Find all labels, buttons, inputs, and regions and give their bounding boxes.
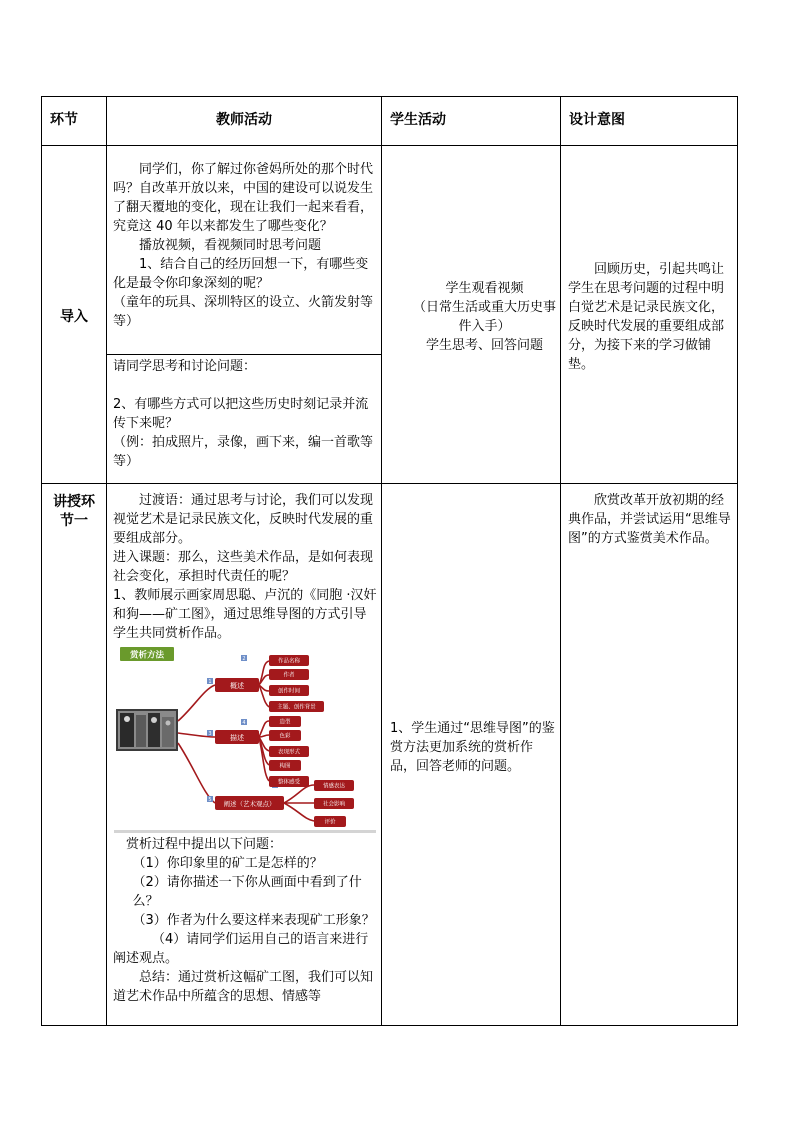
leaf-shape: 造型 xyxy=(279,719,291,726)
questions-intro: 赏析过程中提出以下问题： xyxy=(126,837,283,852)
section-label-teaching-1: 讲授环节一 xyxy=(53,494,95,529)
intro-question-1: 1、结合自己的经历回想一下，有哪些变化是最令你印象深刻的呢？ xyxy=(113,257,369,291)
discussion-prompt: 请同学思考和讨论问题： xyxy=(113,359,257,374)
branch-label-describe: 描述 xyxy=(230,734,244,742)
design-intent-intro-text: 回顾历史，引起共鸣让学生在思考问题的过程中明白觉艺术是记录民族文化，反映时代发展的重要组成部分，为接下来的学习做铺垫。 xyxy=(568,262,725,372)
table-col-sep-1 xyxy=(106,96,107,1026)
mind-map-title: 赏析方法 xyxy=(129,650,165,661)
table-border-right xyxy=(737,96,738,1026)
header-teacher-activity: 教师活动 xyxy=(216,112,272,128)
design-intent-teaching-1 xyxy=(568,491,734,548)
mind-map-bottom-rule xyxy=(114,830,376,833)
leaf-work-name: 作品名称 xyxy=(277,658,301,665)
student-activity-intro xyxy=(412,279,557,355)
badge-5-text: 5 xyxy=(208,797,212,803)
table-border-top xyxy=(41,96,738,97)
question-1: （1）你印象里的矿工是怎样的？ xyxy=(132,856,323,871)
discussion-question-2-examples: （例：拍成照片，录像，画下来，编一首歌等等） xyxy=(113,435,374,469)
section-label-intro: 导入 xyxy=(60,309,88,325)
discussion-question-2: 2、有哪些方式可以把这些历史时刻记录并流传下来呢？ xyxy=(113,397,369,431)
artwork-thumbnail xyxy=(116,709,178,751)
table-border-header-bottom xyxy=(41,145,738,146)
student-watch-note: （日常生活或重大历史事件入手） xyxy=(412,300,556,334)
badge-4-text: 4 xyxy=(242,720,246,726)
table-border-left xyxy=(41,96,42,1026)
intro-question-1-examples: （童年的玩具、深圳特区的设立、火箭发射等等） xyxy=(113,295,374,329)
header-section: 环节 xyxy=(50,112,78,128)
transition-text: 过渡语：通过思考与讨论，我们可以发现视觉艺术是记录民族文化，反映时代发展的重要组成部分。 xyxy=(113,493,374,546)
mind-map-figure xyxy=(114,645,376,833)
question-3: （3）作者为什么要这样来表现矿工形象？ xyxy=(132,913,375,928)
branch-label-elaborate: 阐述（艺术观点） xyxy=(223,800,276,808)
leaf-theme-background: 主题、创作背景 xyxy=(277,704,316,711)
design-intent-intro xyxy=(568,260,734,374)
branch-label-overview: 概述 xyxy=(230,682,244,690)
badge-1-text: 1 xyxy=(208,679,212,685)
table-border-row1-bottom xyxy=(41,483,738,484)
leaf-creation-time: 创作时间 xyxy=(277,688,301,695)
student-activity-teaching-1 xyxy=(390,719,556,776)
table-border-bottom xyxy=(41,1025,738,1026)
leaf-social-impact: 社会影响 xyxy=(322,801,346,808)
student-mindmap-text: 1、学生通过“思维导图”的鉴赏方法更加系统的赏析作品，回答老师的问题。 xyxy=(390,721,555,774)
question-4: （4）请同学们运用自己的语言来进行阐述观点。 xyxy=(113,932,369,966)
topic-introduction: 进入课题：那么，这些美术作品，是如何表现社会变化，承担时代责任的呢？ xyxy=(113,550,374,584)
leaf-color: 色彩 xyxy=(279,733,291,740)
teacher-cell-divider xyxy=(106,354,382,355)
teacher-activity-teaching-bottom xyxy=(113,835,377,1006)
leaf-composition: 构图 xyxy=(279,763,291,770)
leaf-emotion: 情感表达 xyxy=(322,783,346,790)
table-col-sep-2 xyxy=(381,96,382,1026)
badge-3-text: 3 xyxy=(208,731,212,737)
header-design-intent: 设计意图 xyxy=(569,112,625,128)
student-watch-video: 学生观看视频 xyxy=(445,281,524,296)
design-intent-teaching-1-text: 欣赏改革开放初期的经典作品，并尝试运用“思维导图”的方式鉴赏美术作品。 xyxy=(568,493,731,546)
leaf-form: 表现形式 xyxy=(277,749,301,756)
teacher-activity-intro xyxy=(113,160,377,331)
badge-2-text: 2 xyxy=(242,656,246,662)
teacher-activity-discussion xyxy=(113,357,377,471)
artwork-presentation: 1、教师展示画家周思聪、卢沉的《同胞 ·汉奸和狗——矿工图》，通过思维导图的方式引导学生共同赏析作品。 xyxy=(113,588,377,641)
intro-paragraph: 同学们，你了解过你爸妈所处的那个时代吗？自改革开放以来，中国的建设可以说发生了翻天覆地的变化，现在让我们一起来看看，究竟这 40 年以来都发生了哪些变化？ xyxy=(113,162,374,234)
table-col-sep-3 xyxy=(560,96,561,1026)
teacher-activity-teaching-top xyxy=(113,491,377,643)
leaf-author: 作者 xyxy=(283,672,295,679)
leaf-evaluation: 评价 xyxy=(324,819,336,826)
summary-text: 总结：通过赏析这幅矿工图，我们可以知道艺术作品中所蕴含的思想、情感等 xyxy=(113,970,374,1004)
student-think-answer: 学生思考、回答问题 xyxy=(425,338,543,353)
header-student-activity: 学生活动 xyxy=(390,112,446,128)
leaf-overall-feeling: 整体感受 xyxy=(277,779,301,786)
discussion-spacer xyxy=(113,376,377,395)
intro-video-instruction: 播放视频，看视频同时思考问题 xyxy=(139,238,322,253)
question-2: （2）请你描述一下你从画面中看到了什么？ xyxy=(132,875,362,909)
